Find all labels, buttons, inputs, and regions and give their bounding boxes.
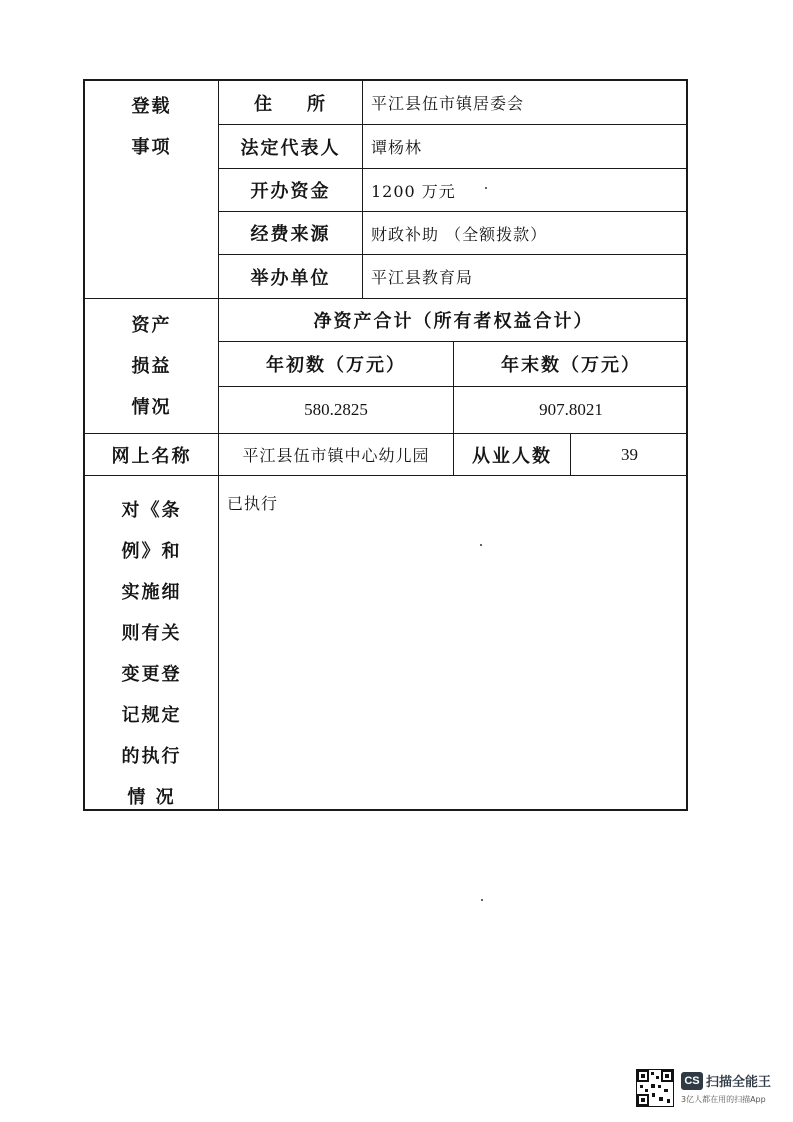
execution-label-line: 例》和	[121, 541, 182, 562]
legal-rep-label: 法定代表人	[240, 137, 341, 159]
scan-speck	[480, 544, 482, 546]
funding-value: 财政补助 （全额拨款）	[371, 224, 548, 244]
execution-label-line: 情 况	[127, 787, 176, 808]
registration-table	[83, 79, 688, 811]
online-name-value: 平江县伍市镇中心幼儿园	[242, 446, 430, 465]
execution-section-label	[85, 476, 218, 811]
camscanner-name: 扫描全能王	[706, 1075, 772, 1090]
registration-label-line: 登载	[131, 96, 172, 117]
qr-code-icon	[636, 1069, 674, 1107]
camscanner-logo: CS	[681, 1072, 703, 1090]
staff-count-label: 从业人数	[472, 445, 552, 467]
scan-speck	[481, 899, 483, 901]
execution-label-line: 记规定	[121, 705, 182, 726]
staff-count-value: 39	[621, 444, 638, 464]
online-name-label: 网上名称	[111, 445, 192, 467]
execution-label-line: 对《条	[121, 500, 182, 521]
assets-label-line: 资产	[131, 315, 172, 336]
assets-label-line: 情况	[131, 397, 172, 418]
end-value: 907.8021	[539, 400, 603, 419]
execution-label-line: 实施细	[121, 582, 182, 603]
capital-value: 1200 万元	[371, 181, 456, 201]
address-label: 住 所	[253, 93, 328, 115]
execution-label-line: 变更登	[121, 664, 182, 685]
registration-section-label	[85, 81, 218, 298]
address-value: 平江县伍市镇居委会	[371, 94, 525, 113]
assets-section-label	[85, 299, 218, 433]
execution-label-line: 的执行	[121, 746, 182, 767]
scan-speck	[485, 187, 487, 189]
legal-rep-value: 谭杨林	[371, 138, 423, 157]
capital-label: 开办资金	[250, 181, 331, 202]
begin-label: 年初数（万元）	[266, 355, 406, 376]
camscanner-tagline: 3亿人都在用的扫描App	[681, 1095, 766, 1104]
execution-label-line: 则有关	[121, 623, 182, 644]
funding-label: 经费来源	[250, 224, 331, 245]
registration-label-line: 事项	[131, 137, 172, 158]
sponsor-label: 举办单位	[250, 267, 331, 289]
qr-code-graphic	[637, 1070, 673, 1106]
assets-label-line: 损益	[131, 356, 172, 377]
execution-value: 已执行	[227, 494, 279, 513]
begin-value: 580.2825	[304, 400, 368, 419]
net-assets-header: 净资产合计（所有者权益合计）	[313, 311, 594, 332]
sponsor-value: 平江县教育局	[371, 268, 474, 287]
end-label: 年末数（万元）	[501, 355, 641, 376]
